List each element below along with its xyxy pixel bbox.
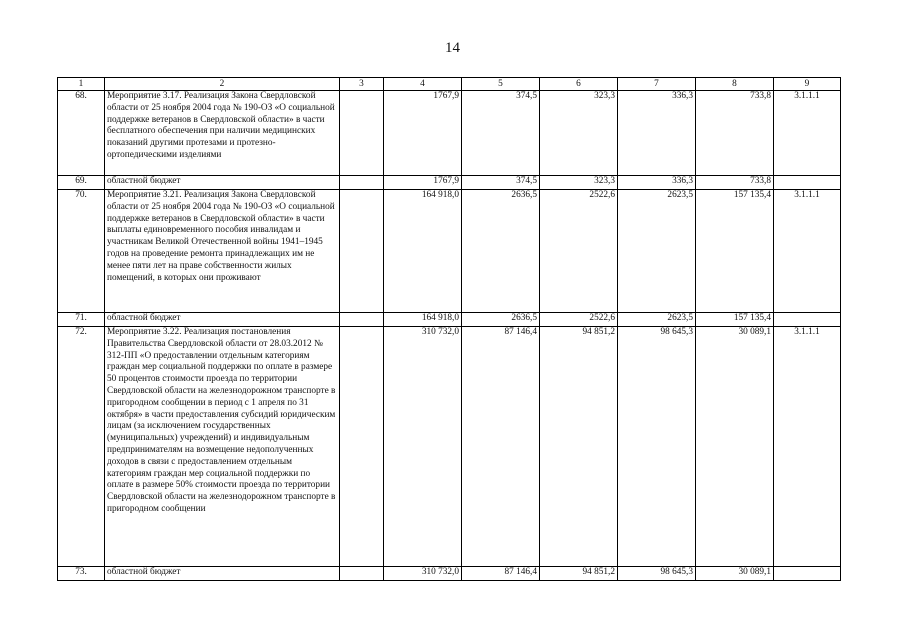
- year3-value: 336,3: [618, 176, 696, 190]
- total-value: 310 732,0: [384, 567, 462, 581]
- year4-value: 733,8: [696, 176, 774, 190]
- column-header-9: 9: [774, 78, 841, 91]
- column-header-6: 6: [540, 78, 618, 91]
- target-code: 3.1.1.1: [774, 327, 841, 567]
- col3-cell: [340, 567, 384, 581]
- table-row: [58, 313, 841, 327]
- column-header-3: 3: [340, 78, 384, 91]
- measure-name: Мероприятие 3.22. Реализация постановления Правительства Свердловской области от 28.03.2012 № 312-ПП «О предоставлении отдельным категориям граждан мер социальной поддержки по оплате в размере 50 процентов стоимости проезда по территории Свердловской области на железнодорожном транспорте в пригородном сообщении в период с 1 апреля по 31 октября» в части предоставления субсидий юридическим лицам (за исключением государственных (муниципальных) учреждений) и индивидуальным предпринимателям на возмещение недополученных доходов в связи с предоставлением отдельным категориям граждан мер социальной поддержки по оплате в размере 50% стоимости проезда по территории Свердловской области на железнодорожном транспорте в пригородном сообщении: [105, 327, 340, 567]
- row-number: 69.: [58, 176, 105, 190]
- table-row: [58, 91, 841, 176]
- page-number: 14: [445, 40, 460, 56]
- row-number: 70.: [58, 190, 105, 313]
- table-row: [58, 190, 841, 313]
- col3-cell: [340, 176, 384, 190]
- year3-value: 2623,5: [618, 313, 696, 327]
- total-value: 1767,9: [384, 91, 462, 176]
- row-number: 68.: [58, 91, 105, 176]
- row-number: 72.: [58, 327, 105, 567]
- year3-value: 98 645,3: [618, 327, 696, 567]
- year2-value: 94 851,2: [540, 327, 618, 567]
- target-code: [774, 176, 841, 190]
- column-header-4: 4: [384, 78, 462, 91]
- year2-value: 2522,6: [540, 313, 618, 327]
- measure-name: областной бюджет: [105, 313, 340, 327]
- year2-value: 323,3: [540, 176, 618, 190]
- measure-name: областной бюджет: [105, 176, 340, 190]
- table-row: [58, 176, 841, 190]
- col3-cell: [340, 327, 384, 567]
- col3-cell: [340, 91, 384, 176]
- table-row: [58, 567, 841, 581]
- target-code: [774, 567, 841, 581]
- measure-name: Мероприятие 3.17. Реализация Закона Свердловской области от 25 ноября 2004 года № 190-ОЗ «О социальной поддержке ветеранов в Свердловской области» в части бесплатного обеспечения при наличии медицинских показаний другими протезами и протезно-ортопедическими изделиями: [105, 91, 340, 176]
- table-row: [58, 327, 841, 567]
- measure-name: областной бюджет: [105, 567, 340, 581]
- total-value: 1767,9: [384, 176, 462, 190]
- column-header-8: 8: [696, 78, 774, 91]
- year4-value: 157 135,4: [696, 313, 774, 327]
- program-measures-table: [57, 77, 841, 581]
- measure-name: Мероприятие 3.21. Реализация Закона Свердловской области от 25 ноября 2004 года № 190-ОЗ «О социальной поддержке ветеранов в Свердловской области» в части выплаты единовременного пособия инвалидам и участникам Великой Отечественной войны 1941–1945 годов на проведение ремонта принадлежащих им не менее пяти лет на праве собственности жилых помещений, в которых они проживают: [105, 190, 340, 313]
- col3-cell: [340, 190, 384, 313]
- year1-value: 2636,5: [462, 190, 540, 313]
- target-code: 3.1.1.1: [774, 91, 841, 176]
- year3-value: 336,3: [618, 91, 696, 176]
- column-header-7: 7: [618, 78, 696, 91]
- column-header-1: 1: [58, 78, 105, 91]
- year4-value: 30 089,1: [696, 567, 774, 581]
- row-number: 71.: [58, 313, 105, 327]
- table-header-row: [58, 78, 841, 91]
- year2-value: 94 851,2: [540, 567, 618, 581]
- row-number: 73.: [58, 567, 105, 581]
- col3-cell: [340, 313, 384, 327]
- total-value: 310 732,0: [384, 327, 462, 567]
- year2-value: 323,3: [540, 91, 618, 176]
- year3-value: 98 645,3: [618, 567, 696, 581]
- year1-value: 87 146,4: [462, 567, 540, 581]
- total-value: 164 918,0: [384, 313, 462, 327]
- year4-value: 30 089,1: [696, 327, 774, 567]
- target-code: 3.1.1.1: [774, 190, 841, 313]
- year3-value: 2623,5: [618, 190, 696, 313]
- year2-value: 2522,6: [540, 190, 618, 313]
- year4-value: 157 135,4: [696, 190, 774, 313]
- column-header-2: 2: [105, 78, 340, 91]
- year4-value: 733,8: [696, 91, 774, 176]
- year1-value: 2636,5: [462, 313, 540, 327]
- year1-value: 374,5: [462, 91, 540, 176]
- target-code: [774, 313, 841, 327]
- year1-value: 374,5: [462, 176, 540, 190]
- column-header-5: 5: [462, 78, 540, 91]
- total-value: 164 918,0: [384, 190, 462, 313]
- year1-value: 87 146,4: [462, 327, 540, 567]
